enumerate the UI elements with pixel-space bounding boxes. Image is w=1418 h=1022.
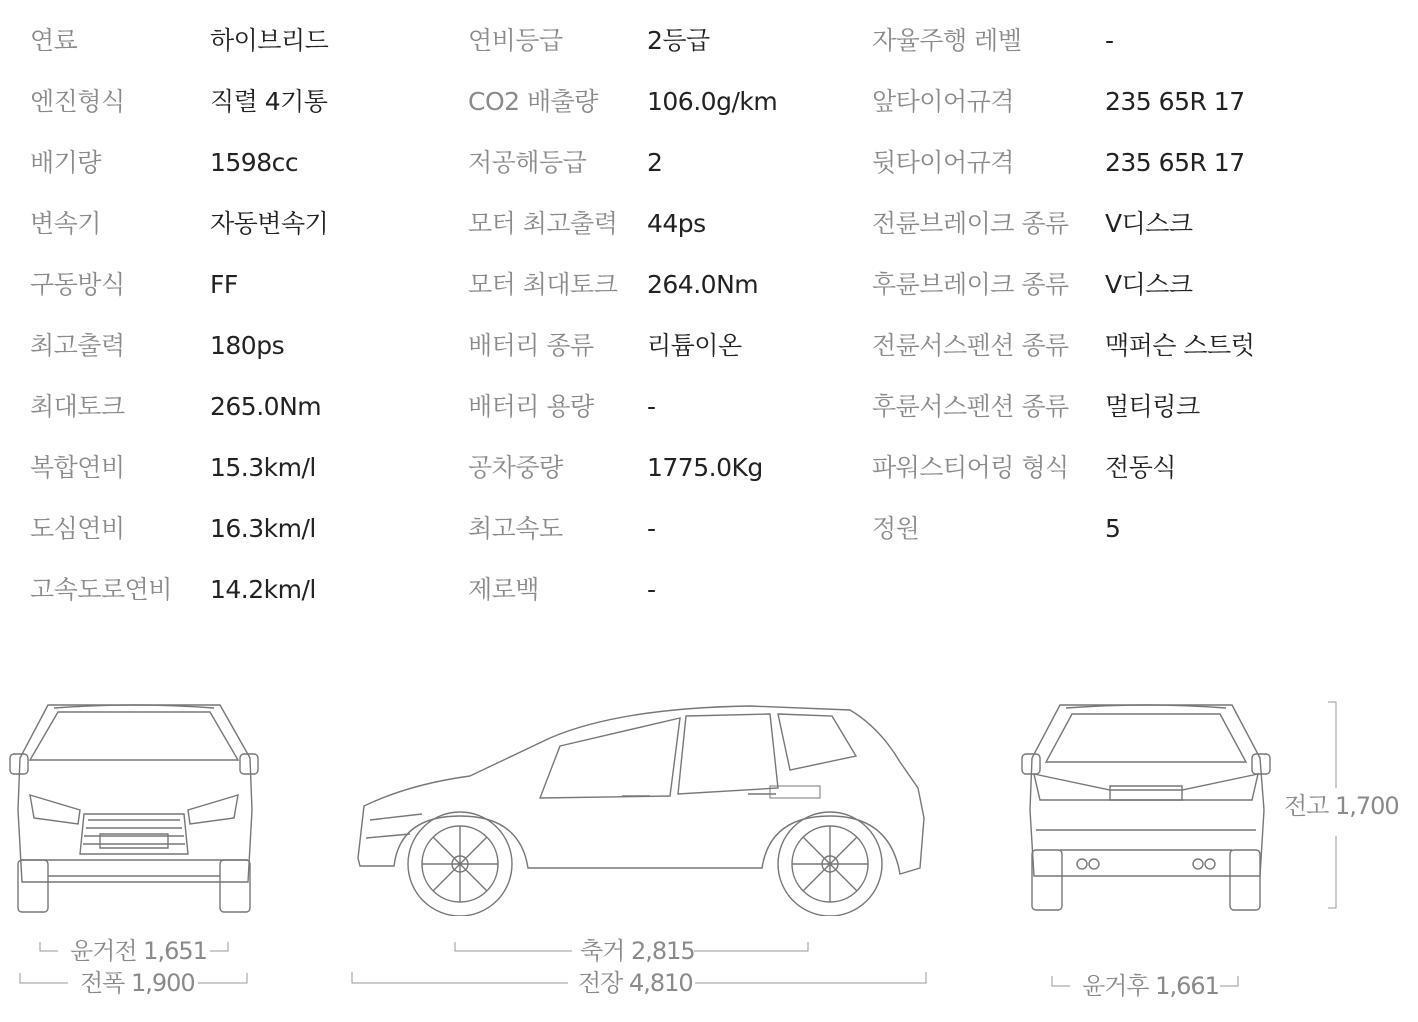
spec-value: 14.2km/l [210, 575, 316, 604]
spec-value: 235 65R 17 [1105, 87, 1245, 116]
spec-value: 2 [647, 148, 663, 177]
spec-value: 2등급 [647, 26, 710, 55]
spec-value: 180ps [210, 331, 285, 360]
spec-label: 복합연비 [30, 453, 125, 482]
spec-value: FF [210, 270, 238, 299]
overall-width-label: 전폭 1,900 [80, 969, 195, 997]
spec-label: 고속도로연비 [30, 575, 172, 604]
wheelbase-label: 축거 2,815 [580, 937, 695, 965]
spec-value: - [647, 392, 656, 421]
spec-value: 106.0g/km [647, 87, 778, 116]
spec-value: 직렬 4기통 [210, 87, 328, 116]
spec-label: 최고속도 [468, 514, 563, 543]
spec-label: 변속기 [30, 209, 101, 238]
rear-track-label: 윤거후 1,661 [1082, 972, 1219, 1000]
spec-label: 공차중량 [468, 453, 563, 482]
overall-height-label: 전고 1,700 [1284, 792, 1399, 820]
spec-label: 뒷타이어규격 [872, 148, 1014, 177]
overall-length-label: 전장 4,810 [578, 969, 693, 997]
spec-label: 전륜서스펜션 종류 [872, 331, 1069, 360]
spec-label: 최고출력 [30, 331, 125, 360]
spec-value: 15.3km/l [210, 453, 316, 482]
spec-value: 리튬이온 [647, 331, 742, 360]
spec-value: V디스크 [1105, 209, 1193, 238]
spec-label: CO2 배출량 [468, 87, 598, 116]
spec-value: - [647, 514, 656, 543]
spec-label: 모터 최고출력 [468, 209, 618, 238]
spec-value: 5 [1105, 514, 1121, 543]
spec-label: 배터리 종류 [468, 331, 594, 360]
spec-value: V디스크 [1105, 270, 1193, 299]
spec-label: 연비등급 [468, 26, 563, 55]
spec-label: 연료 [30, 26, 78, 55]
spec-value: - [647, 575, 656, 604]
spec-label: 정원 [872, 514, 920, 543]
front-track-label: 윤거전 1,651 [70, 937, 207, 965]
spec-value: 44ps [647, 209, 706, 238]
spec-label: 구동방식 [30, 270, 125, 299]
spec-label: 후륜브레이크 종류 [872, 270, 1069, 299]
spec-value: 264.0Nm [647, 270, 759, 299]
spec-label: 도심연비 [30, 514, 125, 543]
spec-label: 배터리 용량 [468, 392, 594, 421]
spec-value: 전동식 [1105, 453, 1176, 482]
spec-value: 1598cc [210, 148, 299, 177]
spec-value: 1775.0Kg [647, 453, 763, 482]
spec-label: 전륜브레이크 종류 [872, 209, 1069, 238]
spec-value: 하이브리드 [210, 26, 329, 55]
spec-value: 235 65R 17 [1105, 148, 1245, 177]
spec-value: 맥퍼슨 스트럿 [1105, 331, 1255, 360]
spec-value: 멀티링크 [1105, 392, 1200, 421]
spec-label: 파워스티어링 형식 [872, 453, 1069, 482]
spec-label: 후륜서스펜션 종류 [872, 392, 1069, 421]
spec-label: 앞타이어규격 [872, 87, 1014, 116]
spec-label: 모터 최대토크 [468, 270, 618, 299]
spec-label: 제로백 [468, 575, 539, 604]
spec-value: 265.0Nm [210, 392, 322, 421]
spec-value: 16.3km/l [210, 514, 316, 543]
spec-label: 자율주행 레벨 [872, 26, 1022, 55]
spec-value: - [1105, 26, 1114, 55]
spec-label: 배기량 [30, 148, 101, 177]
spec-value: 자동변속기 [210, 209, 329, 238]
spec-label: 저공해등급 [468, 148, 587, 177]
spec-label: 엔진형식 [30, 87, 125, 116]
spec-label: 최대토크 [30, 392, 125, 421]
